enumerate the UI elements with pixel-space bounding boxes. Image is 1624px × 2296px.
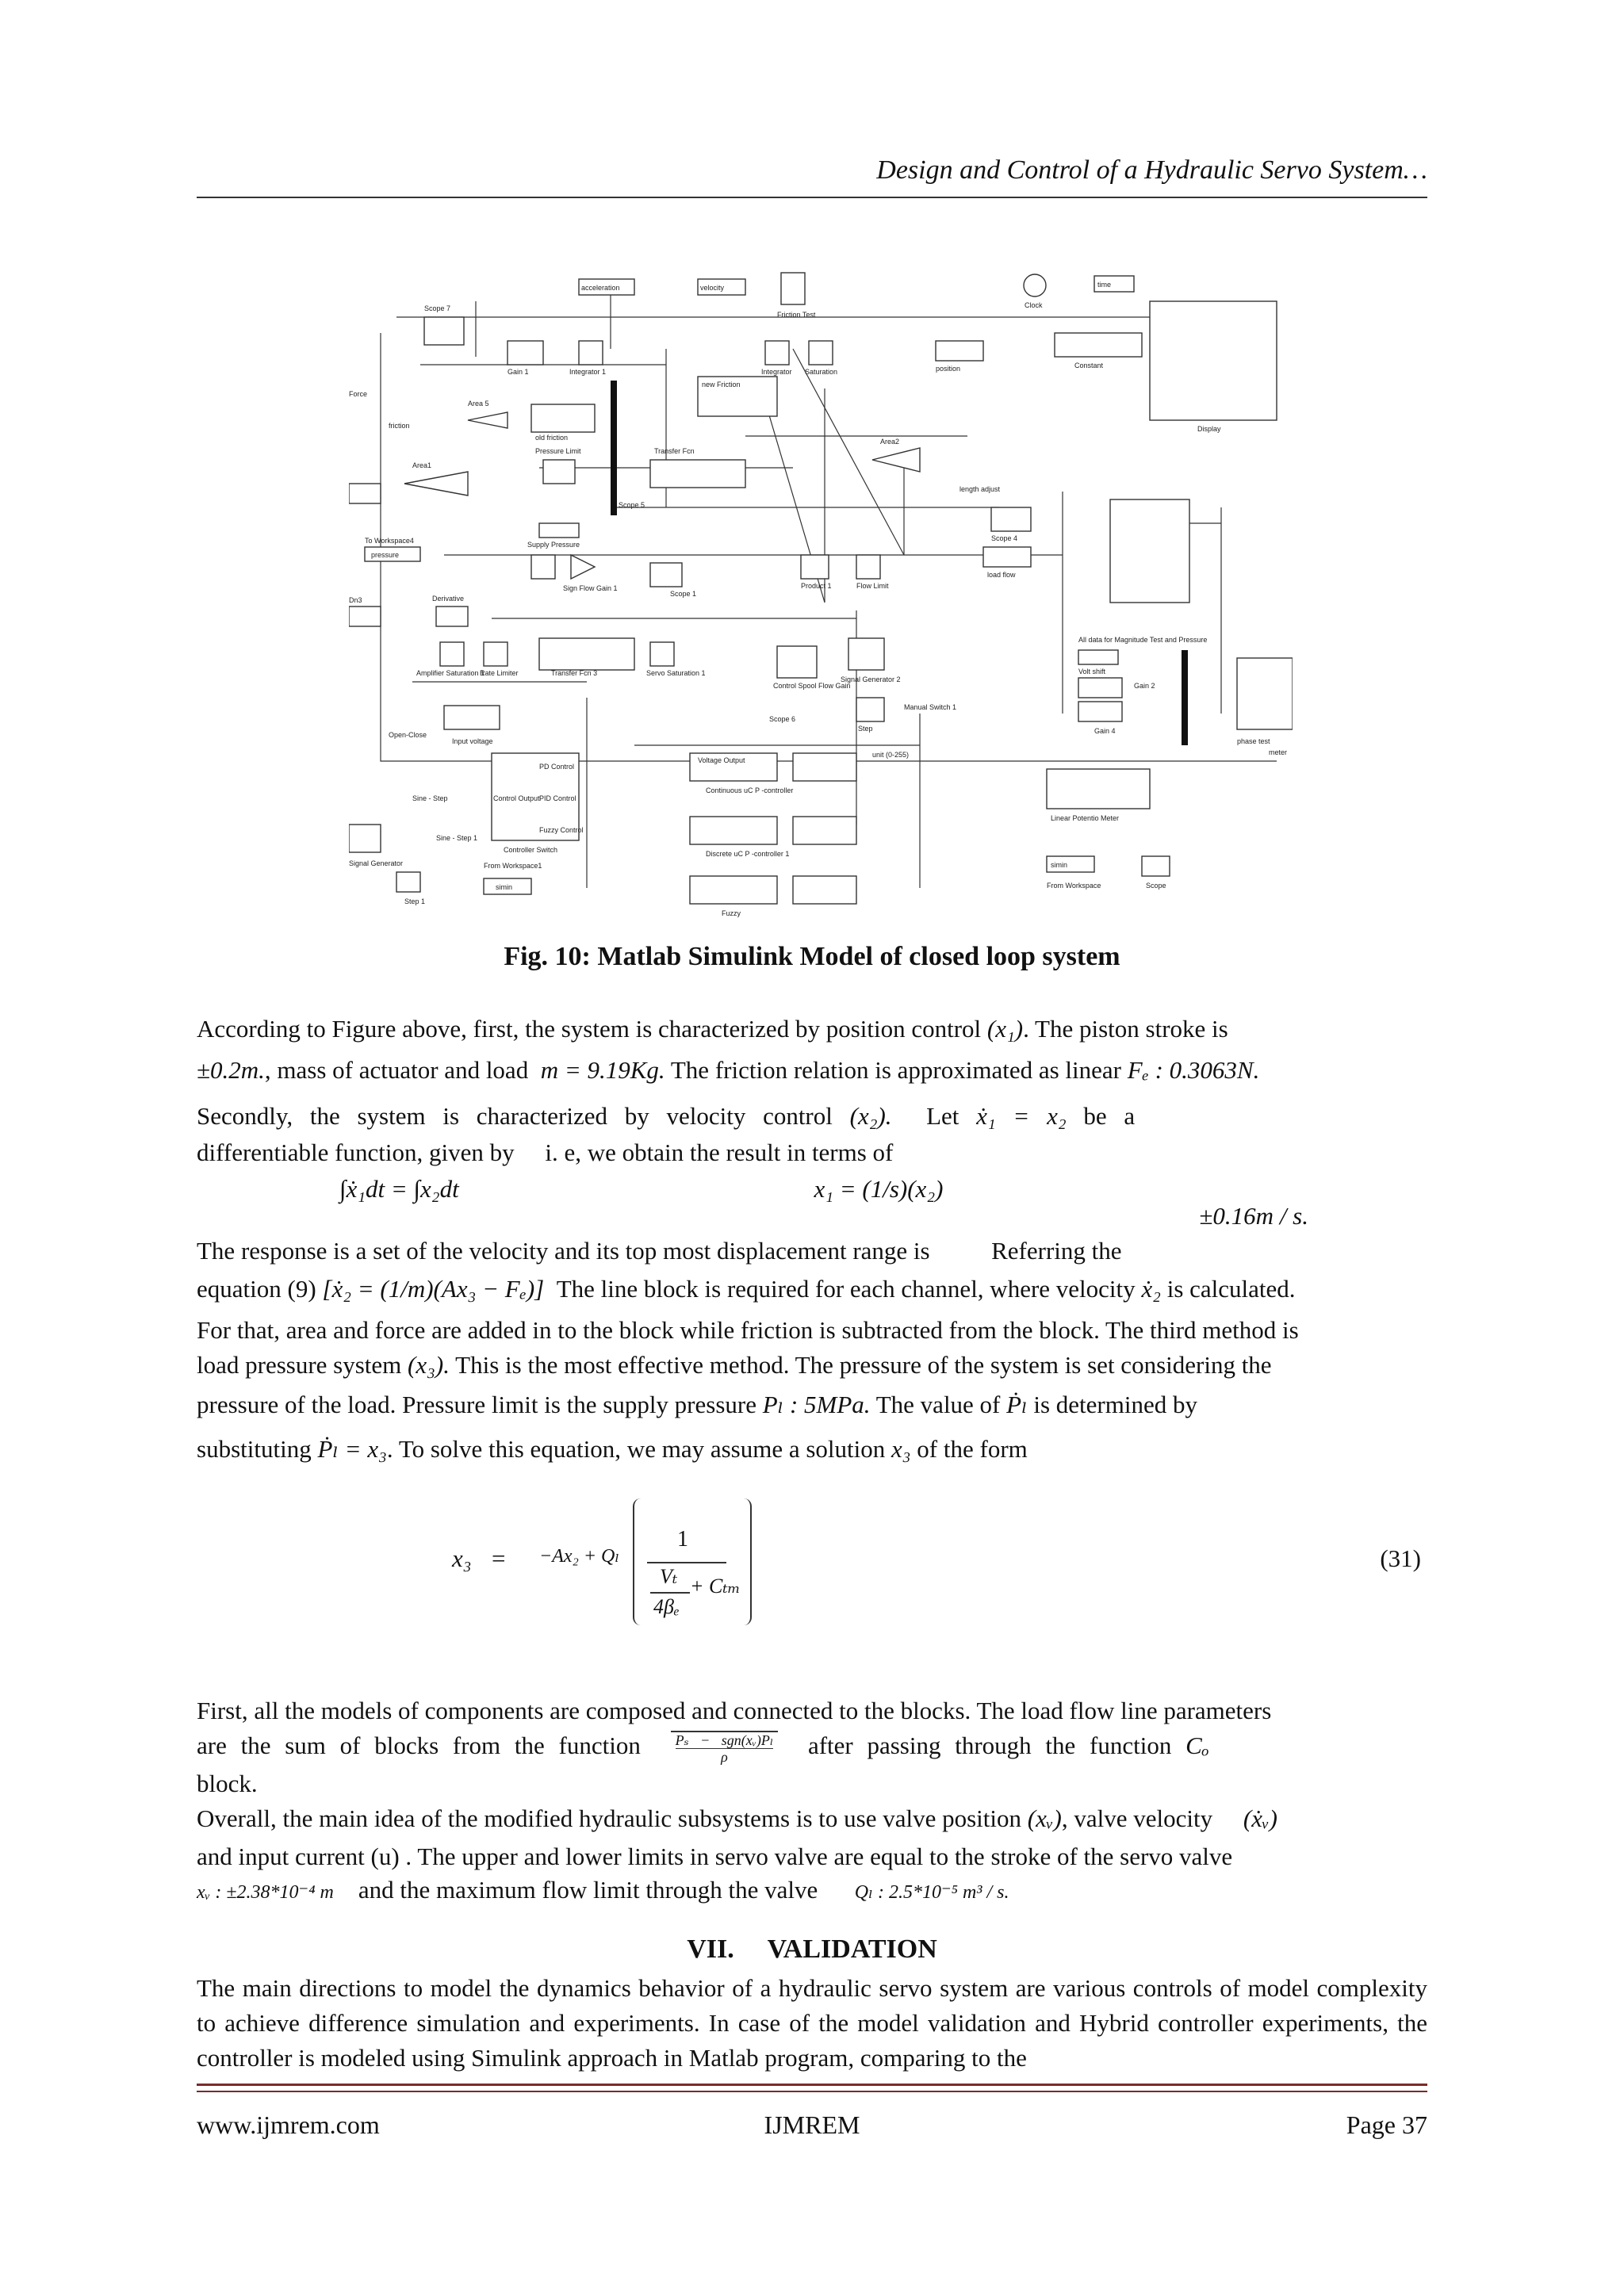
svg-text:Pressure Limit: Pressure Limit xyxy=(535,447,581,455)
svg-text:Friction Test: Friction Test xyxy=(777,311,816,319)
svg-text:Scope 1: Scope 1 xyxy=(670,590,697,598)
paragraph-line-18: xᵥ : ±2.38*10⁻⁴ m and the maximum flow limit through the valve Qₗ : 2.5*10⁻⁵ m³ / s. xyxy=(197,1876,1009,1904)
top-row-blocks xyxy=(579,273,1277,433)
svg-text:unit (0-255): unit (0-255) xyxy=(872,751,910,759)
running-header xyxy=(197,155,1427,198)
paragraph-line-17: and input current (u) . The upper and lower limits in servo valve are equal to the stroke of the servo valve xyxy=(197,1843,1233,1870)
bus-mux-2 xyxy=(1182,650,1188,745)
svg-text:Area2: Area2 xyxy=(880,438,900,446)
svg-text:Discrete uC P -controller 1: Discrete uC P -controller 1 xyxy=(706,850,790,858)
paragraph-line-3: Secondly, the system is characterized by velocity control (x₂). Let ẋ₁ = x₂ be a xyxy=(197,1102,1136,1130)
paragraph-line-14: are the sum of blocks from the function Pₛ − sgn(xᵥ)Pₗ ρ after passing through the function Cₒ xyxy=(197,1732,1209,1766)
svg-text:Gain 2: Gain 2 xyxy=(1134,682,1155,690)
svg-text:old friction: old friction xyxy=(535,434,569,442)
svg-text:Servo Saturation 1: Servo Saturation 1 xyxy=(646,669,706,677)
svg-text:Control Spool Flow Gain: Control Spool Flow Gain xyxy=(773,682,851,690)
svg-text:To Workspace4: To Workspace4 xyxy=(365,537,414,545)
running-title: Design and Control of a Hydraulic Servo System… xyxy=(876,155,1427,185)
paragraph-line-11: pressure of the load. Pressure limit is the supply pressure Pₗ : 5MPa. The value of Ṗₗ is determined by xyxy=(197,1391,1197,1418)
svg-text:Integrator 1: Integrator 1 xyxy=(569,368,607,376)
paragraph-line-10: load pressure system (x₃). This is the most effective method. The pressure of the system is set considering the xyxy=(197,1351,1272,1379)
footer-page-number: Page 37 xyxy=(1346,2110,1427,2139)
footer-rule xyxy=(197,2084,1427,2092)
svg-text:Signal Generator 2: Signal Generator 2 xyxy=(841,675,901,683)
paragraph-line-6: ±0.16m / s. xyxy=(1199,1202,1308,1230)
svg-text:Flow Limit: Flow Limit xyxy=(856,582,889,590)
svg-text:Input voltage: Input voltage xyxy=(452,737,493,745)
svg-text:Scope: Scope xyxy=(1146,882,1166,890)
svg-text:position: position xyxy=(936,365,961,373)
svg-text:velocity: velocity xyxy=(700,284,725,292)
svg-text:Dn3: Dn3 xyxy=(349,596,362,604)
footer-website: www.ijmrem.com xyxy=(197,2110,380,2139)
svg-text:Gain 1: Gain 1 xyxy=(508,368,529,376)
bus-mux-1 xyxy=(611,381,617,515)
svg-text:phase test: phase test xyxy=(1237,737,1270,745)
paragraph-line-4: differentiable function, given by i. e, we obtain the result in terms of xyxy=(197,1138,894,1166)
svg-text:Manual Switch 1: Manual Switch 1 xyxy=(904,703,957,711)
svg-text:simin: simin xyxy=(1051,861,1068,869)
svg-text:Saturation: Saturation xyxy=(805,368,838,376)
svg-text:Volt shift: Volt shift xyxy=(1078,668,1106,675)
paragraph-line-16: Overall, the main idea of the modified hydraulic subsystems is to use valve position (xᵥ), valve velocity (ẋᵥ) xyxy=(197,1804,1277,1832)
svg-text:Scope 6: Scope 6 xyxy=(769,715,796,723)
svg-text:From Workspace: From Workspace xyxy=(1047,882,1101,890)
paragraph-line-15: block. xyxy=(197,1770,258,1797)
footer-journal: IJMREM xyxy=(764,2110,860,2139)
svg-text:time: time xyxy=(1097,281,1112,289)
paragraph-line-2: ±0.2m., mass of actuator and load m = 9.19Kg. The friction relation is approximated as linear Fₑ : 0.3063N. xyxy=(197,1056,1260,1084)
svg-text:Sine - Step: Sine - Step xyxy=(412,794,448,802)
svg-text:Step: Step xyxy=(858,725,873,733)
svg-text:load flow: load flow xyxy=(987,571,1016,579)
validation-paragraph: The main directions to model the dynamics behavior of a hydraulic servo system are various controls of model complexity to achieve difference simulation and experiments. In case of the model validation and Hybrid controller experiments, the controller is modeled using Simulink approach in Matlab program, comparing to the xyxy=(197,1974,1427,2072)
bottom-row-blocks xyxy=(349,706,1170,917)
svg-text:Supply Pressure: Supply Pressure xyxy=(527,541,580,549)
svg-text:Transfer Fcn: Transfer Fcn xyxy=(654,447,695,455)
svg-text:Scope 7: Scope 7 xyxy=(424,304,451,312)
svg-text:Sine - Step 1: Sine - Step 1 xyxy=(436,834,478,842)
svg-text:Fuzzy Control: Fuzzy Control xyxy=(539,826,584,834)
svg-text:meter: meter xyxy=(1269,748,1288,756)
svg-text:pressure: pressure xyxy=(371,551,400,559)
svg-text:Sign Flow Gain 1: Sign Flow Gain 1 xyxy=(563,584,618,592)
svg-text:Scope 4: Scope 4 xyxy=(991,534,1018,542)
svg-text:acceleration: acceleration xyxy=(581,284,620,292)
svg-text:Force: Force xyxy=(349,390,368,398)
integrator-chain xyxy=(424,304,1142,416)
svg-text:Scope 5: Scope 5 xyxy=(619,501,645,509)
svg-text:length adjust: length adjust xyxy=(959,485,1001,493)
svg-text:Constant: Constant xyxy=(1074,362,1104,369)
svg-text:simin: simin xyxy=(496,883,513,891)
paragraph-line-1: According to Figure above, first, the system is characterized by position control (x₁). The piston stroke is xyxy=(197,1015,1228,1043)
svg-text:Transfer Fcn 3: Transfer Fcn 3 xyxy=(551,669,598,677)
svg-text:Open-Close: Open-Close xyxy=(389,731,427,739)
svg-text:Product 1: Product 1 xyxy=(801,582,832,590)
paragraph-line-7: The response is a set of the velocity and its top most displacement range is Referring the xyxy=(197,1237,1122,1265)
paragraph-line-8: equation (9) [ẋ₂ = (1/m)(Ax₃ − Fₑ)] The line block is required for each channel, where velocity ẋ₂ is calculated. xyxy=(197,1275,1296,1303)
figure-caption: Fig. 10: Matlab Simulink Model of closed loop system xyxy=(504,942,1120,971)
svg-text:friction: friction xyxy=(389,422,410,430)
svg-text:Integrator: Integrator xyxy=(761,368,792,376)
paragraph-line-5: ∫ẋ₁dt = ∫x₂dt x₁ = (1/s)(x₂) xyxy=(339,1175,944,1203)
svg-text:Continuous uC P -controller: Continuous uC P -controller xyxy=(706,786,794,794)
svg-text:new Friction: new Friction xyxy=(702,381,741,388)
pressure-row-blocks xyxy=(349,523,889,626)
svg-text:Voltage Output: Voltage Output xyxy=(698,756,745,764)
svg-text:All data for Magnitude Test an: All data for Magnitude Test and Pressure xyxy=(1078,636,1208,644)
sqrt-expression: Pₛ − sgn(xᵥ)Pₗ ρ xyxy=(671,1731,779,1765)
svg-text:Area1: Area1 xyxy=(412,461,432,469)
svg-text:Step 1: Step 1 xyxy=(404,897,426,905)
friction-area-blocks xyxy=(349,390,1189,603)
svg-text:Clock: Clock xyxy=(1025,301,1043,309)
svg-text:Rate Limiter: Rate Limiter xyxy=(480,669,519,677)
paragraph-line-13: First, all the models of components are composed and connected to the blocks. The load flow line parameters xyxy=(197,1697,1272,1724)
paragraph-line-12: substituting Ṗₗ = x₃. To solve this equation, we may assume a solution x₃ of the form xyxy=(197,1435,1028,1463)
svg-text:Area 5: Area 5 xyxy=(468,400,489,408)
svg-text:Display: Display xyxy=(1197,425,1221,433)
svg-text:Derivative: Derivative xyxy=(432,595,465,603)
controller-row-blocks xyxy=(416,636,1293,756)
svg-text:Linear Potentio Meter: Linear Potentio Meter xyxy=(1051,814,1120,822)
svg-text:PD Control: PD Control xyxy=(539,763,575,771)
equation-number: (31) xyxy=(1380,1544,1421,1572)
svg-text:Gain 4: Gain 4 xyxy=(1094,727,1116,735)
svg-text:Signal Generator: Signal Generator xyxy=(349,859,404,867)
svg-text:Controller Switch: Controller Switch xyxy=(504,846,558,854)
section-heading: VII. VALIDATION xyxy=(687,1934,937,1964)
svg-text:Control Output: Control Output xyxy=(493,794,540,802)
equation-31: x₃ = −Ax₂ + Qₗ 1 Vₜ + Cₜₘ 4βₑ xyxy=(452,1498,753,1625)
svg-text:From Workspace1: From Workspace1 xyxy=(484,862,542,870)
paragraph-line-9: For that, area and force are added in to the block while friction is subtracted from the block. The third method is xyxy=(197,1316,1299,1344)
svg-text:Amplifier Saturation 1: Amplifier Saturation 1 xyxy=(416,669,485,677)
svg-text:PID Control: PID Control xyxy=(539,794,576,802)
svg-text:Fuzzy: Fuzzy xyxy=(722,909,741,917)
simulink-diagram xyxy=(349,270,1293,920)
